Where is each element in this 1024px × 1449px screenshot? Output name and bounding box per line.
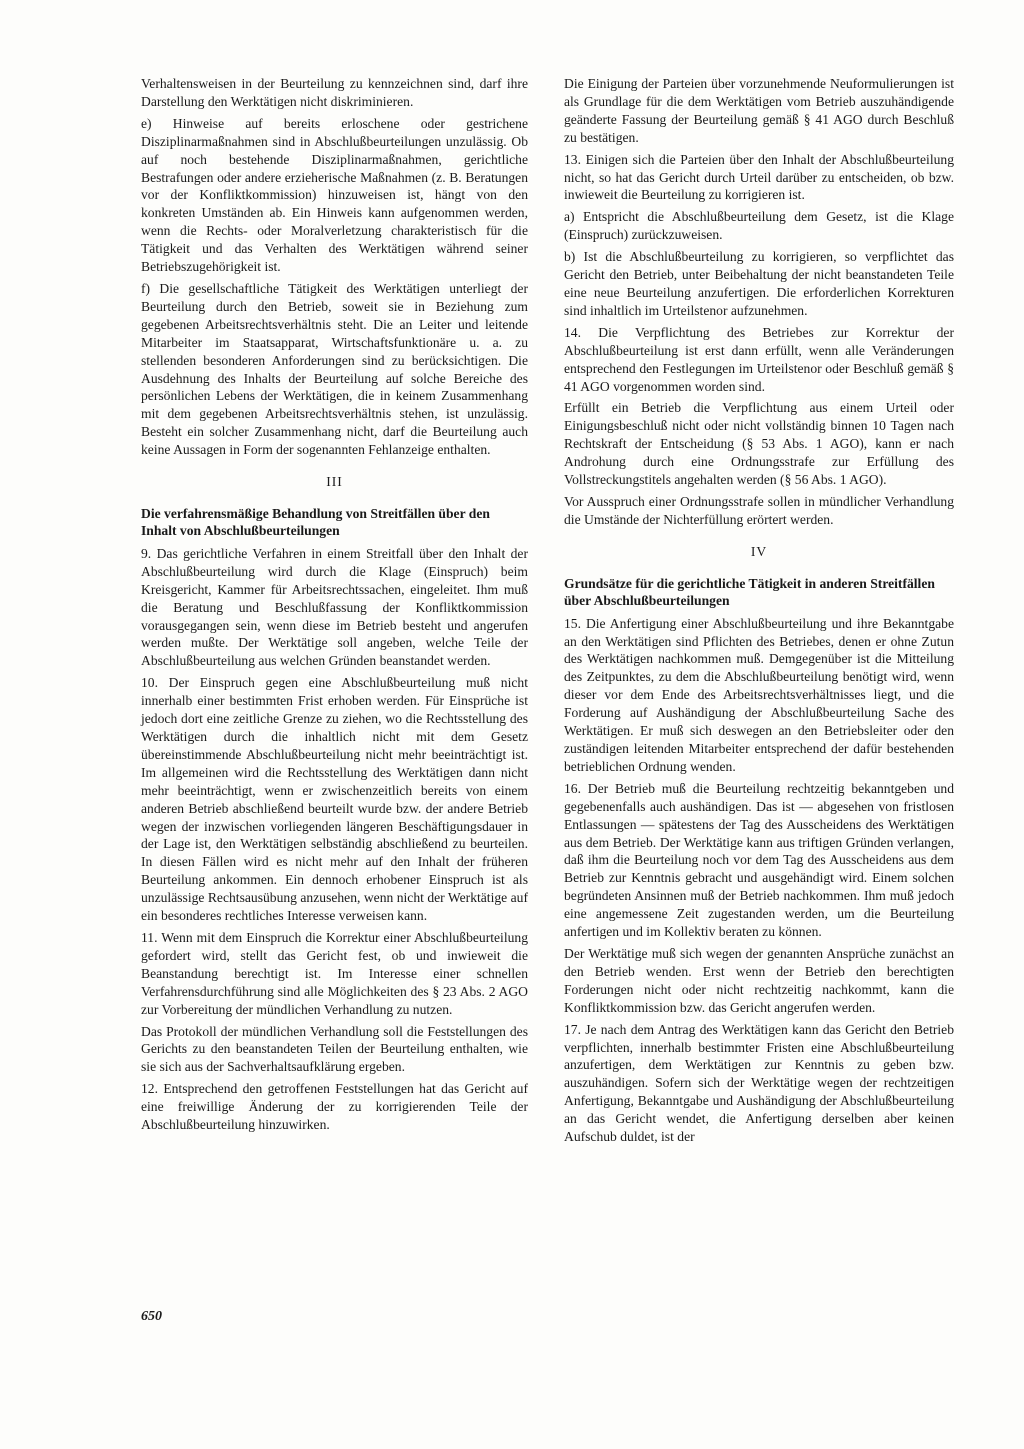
right-paragraph-erfuellt: Erfüllt ein Betrieb die Verpflichtung aus einem Urteil oder Einigungsbeschluß nicht oder nicht vollständig binnen 10 Tagen nach Rechtskraft der Entscheidung (§ 53 Abs. 1 AGO), kann er nach Androhung durch eine Ordnungsstrafe zur Erfüllung des Vollstreckungstitels angehalten werden (§ 56 Abs. 1 AGO). [564,400,954,488]
right-column [564,75,954,1150]
left-paragraph-12: 12. Entsprechend den getroffenen Feststellungen hat das Gericht auf eine freiwillige Änderung der zu korrigierenden Teile der Abschlußbeurteilung hinzuwirken. [141,1081,528,1133]
right-paragraph-17: 17. Je nach dem Antrag des Werktätigen kann das Gericht den Betrieb verpflichten, innerhalb bestimmter Fristen eine Abschlußbeurteilung anzufertigen, dem Werktätigen zur Kenntnis zu geben bzw. auszuhändigen. Sofern sich der Werktätige wegen der rechtzeitigen Anfertigung, Bekanntgabe und Aushändigung der Abschlußbeurteilung an das Gericht wendet, die Anfertigung derselben aber keinen Aufschub duldet, ist der [564,1021,954,1145]
left-paragraph-11: 11. Wenn mit dem Einspruch die Korrektur einer Abschlußbeurteilung gefordert wird, stellt das Gericht fest, ob und inwieweit die Beanstandung berechtigt ist. Im Interesse einer schnellen Verfahrensdurchführung sind alle Möglichkeiten des § 23 Abs. 2 AGO zur Vorbereitung der mündlichen Verhandlung zu nutzen. [141,929,528,1017]
page-number: 650 [141,1309,162,1324]
right-paragraph-ordnungsstrafe: Vor Ausspruch einer Ordnungsstrafe sollen in mündlicher Verhandlung die Umstände der Nichterfüllung erörtert werden. [564,493,954,527]
section-number-iii: III [326,474,343,490]
section-heading-iv: Grundsätze für die gerichtliche Tätigkeit in anderen Streitfällen über Abschlußbeurteilungen [564,575,935,608]
left-column [141,75,528,1138]
left-paragraph-9: 9. Das gerichtliche Verfahren in einem Streitfall über den Inhalt der Abschlußbeurteilung wird durch die Klage (Einspruch) beim Kreisgericht, Kammer für Arbeitsrechtssachen, eingeleitet. Ihm muß die Beratung und Beschlußfassung der Konfliktkommission vorausgegangen sein, wenn diese im Betrieb besteht und angerufen werden mußte. Der Werktätige soll angeben, welche Teile der Abschlußbeurteilung aus welchen Gründen beanstandet werden. [141,545,528,669]
section-heading-iii: Die verfahrensmäßige Behandlung von Streitfällen über den Inhalt von Abschlußbeurteilungen [141,505,490,538]
right-paragraph-einigung: Die Einigung der Parteien über vorzunehmende Neuformulierungen ist als Grundlage für die dem Werktätigen vom Betrieb auszuhändigende geänderte Fassung der Beurteilung gemäß § 41 AGO durch Beschluß zu bestätigen. [564,76,954,145]
left-paragraph-10: 10. Der Einspruch gegen eine Abschlußbeurteilung muß nicht innerhalb einer bestimmten Frist erhoben werden. Für Einsprüche ist jedoch dort eine zeitliche Grenze zu ziehen, wo die Rechtsstellung des Werktätigen durch die inhaltlich nicht mit dem Gesetz übereinstimmende Abschlußbeurteilung nicht mehr beeinträchtigt ist. Im allgemeinen wird die Rechtsstellung des Werktätigen dann nicht mehr beeinträchtigt, wenn er zwischenzeitlich bereits von einem anderen Betrieb abschließend beurteilt wurde bzw. der andere Betrieb wegen der inzwischen vorliegenden längeren Beschäftigungsdauer in der Lage ist, den Werktätigen selbständig abschließend zu beurteilen. In diesen Fällen wird es nicht mehr auf den Inhalt der früheren Beurteilung ankommen. Ein dennoch erhobener Einspruch ist als unzulässige Rechtsausübung anzusehen, wenn nicht der Werktätige auf ein besonderes rechtliches Interesse verweisen kann. [141,675,528,924]
left-paragraph-e: e) Hinweise auf bereits erloschene oder gestrichene Disziplinarmaßnahmen sind in Abschlußbeurteilungen unzulässig. Ob auf noch bestehende Disziplinarmaßnahmen, gerichtliche Bestrafungen oder andere erzieherische Maßnahmen (z. B. Beratungen vor der Konfliktkommission) hinzuweisen ist, hängt von den konkreten Umständen ab. Ein Hinweis kann aufgenommen werden, wenn die Rechts- oder Moralverletzung charakteristisch für die Tätigkeit und das Verhalten des Werktätigen während seiner Betriebszugehörigkeit ist. [141,115,528,275]
section-number-iv: IV [750,543,768,559]
left-paragraph-f: f) Die gesellschaftliche Tätigkeit des Werktätigen unterliegt der Beurteilung durch den Betrieb, soweit sie in Beziehung zum gegebenen Arbeitsrechtsverhältnis steht. Die an Leiter und leitende Mitarbeiter im Staatsapparat, Wirtschaftsfunktionäre u. a. zu stellenden besonderen Anforderungen sind zu berücksichtigen. Die Ausdehnung des Inhalts der Beurteilung auf solche Bereiche des persönlichen Lebens der Werktätigen, die in keinem Zusammenhang mit dem gegebenen Arbeitsrechtsverhältnis stehen, ist unzulässig. Besteht ein solcher Zusammenhang nicht, darf die Beurteilung auch keine Aussagen in Form der sogenannten Fehlanzeige enthalten. [141,280,528,458]
left-paragraph-protokoll: Das Protokoll der mündlichen Verhandlung soll die Feststellungen des Gerichts zu den beanstandeten Teilen der Beurteilung enthalten, wie sie sich aus der Sachverhaltsaufklärung ergeben. [141,1023,528,1075]
right-paragraph-13: 13. Einigen sich die Parteien über den Inhalt der Abschlußbeurteilung nicht, so hat das Gericht durch Urteil darüber zu entscheiden, ob bzw. inwieweit die Beurteilung zu korrigieren ist. [564,151,954,203]
right-paragraph-16: 16. Der Betrieb muß die Beurteilung rechtzeitig bekanntgeben und gegebenenfalls auch aushändigen. Das ist — abgesehen von fristlosen Entlassungen — spätestens der Tag des Ausscheidens des Werktätigen aus dem Betrieb. Der Werktätige kann aus triftigen Gründen verlangen, daß ihm die Beurteilung noch vor dem Tag des Ausscheidens aus dem Betrieb zur Kenntnis gebracht und ausgehändigt wird. Einem solchen begründeten Ansinnen muß der Betrieb nachkommen. Ihm muß jedoch eine angemessene Zeit zugestanden werden, um die Beurteilung anfertigen und im Kollektiv beraten zu können. [564,780,954,940]
right-paragraph-13a: a) Entspricht die Abschlußbeurteilung dem Gesetz, ist die Klage (Einspruch) zurückzuweisen. [564,209,954,243]
right-paragraph-werktaetige: Der Werktätige muß sich wegen der genannten Ansprüche zunächst an den Betrieb wenden. Erst wenn der Betrieb den berechtigten Forderungen nicht oder nicht rechtzeitig nachkommt, kann die Konfliktkommission bzw. das Gericht angerufen werden. [564,945,954,1015]
right-paragraph-13b: b) Ist die Abschlußbeurteilung zu korrigieren, so verpflichtet das Gericht den Betrieb, unter Beibehaltung der nicht beanstandeten Teile eine neue Beurteilung anzufertigen. Die erforderlichen Korrekturen sind inhaltlich im Urteilstenor aufzunehmen. [564,249,954,318]
right-paragraph-15: 15. Die Anfertigung einer Abschlußbeurteilung und ihre Bekanntgabe an den Werktätigen sind Pflichten des Betriebes, denen er ohne Zutun des Werktätigen nachkommen muß. Demgegenüber ist die Mitteilung des Zeitpunktes, zu dem die Abschlußbeurteilung benötigt wird, wenn dieser vor dem Ende des Arbeitsrechtsverhältnisses liegt, und die Forderung auf Aushändigung der Abschlußbeurteilung Sache des Werktätigen. Er muß sich deswegen an den Betriebsleiter oder den zuständigen leitenden Mitarbeiter entsprechend der dafür bestehenden betrieblichen Ordnung wenden. [564,615,954,774]
left-paragraph-1: Verhaltensweisen in der Beurteilung zu kennzeichnen sind, darf ihre Darstellung den Werktätigen nicht diskriminieren. [141,76,528,109]
right-paragraph-14: 14. Die Verpflichtung des Betriebes zur Korrektur der Abschlußbeurteilung ist erst dann erfüllt, wenn alle Veränderungen entsprechend den Festlegungen im Urteilstenor oder Beschluß gemäß § 41 AGO vorgenommen worden sind. [564,324,954,394]
